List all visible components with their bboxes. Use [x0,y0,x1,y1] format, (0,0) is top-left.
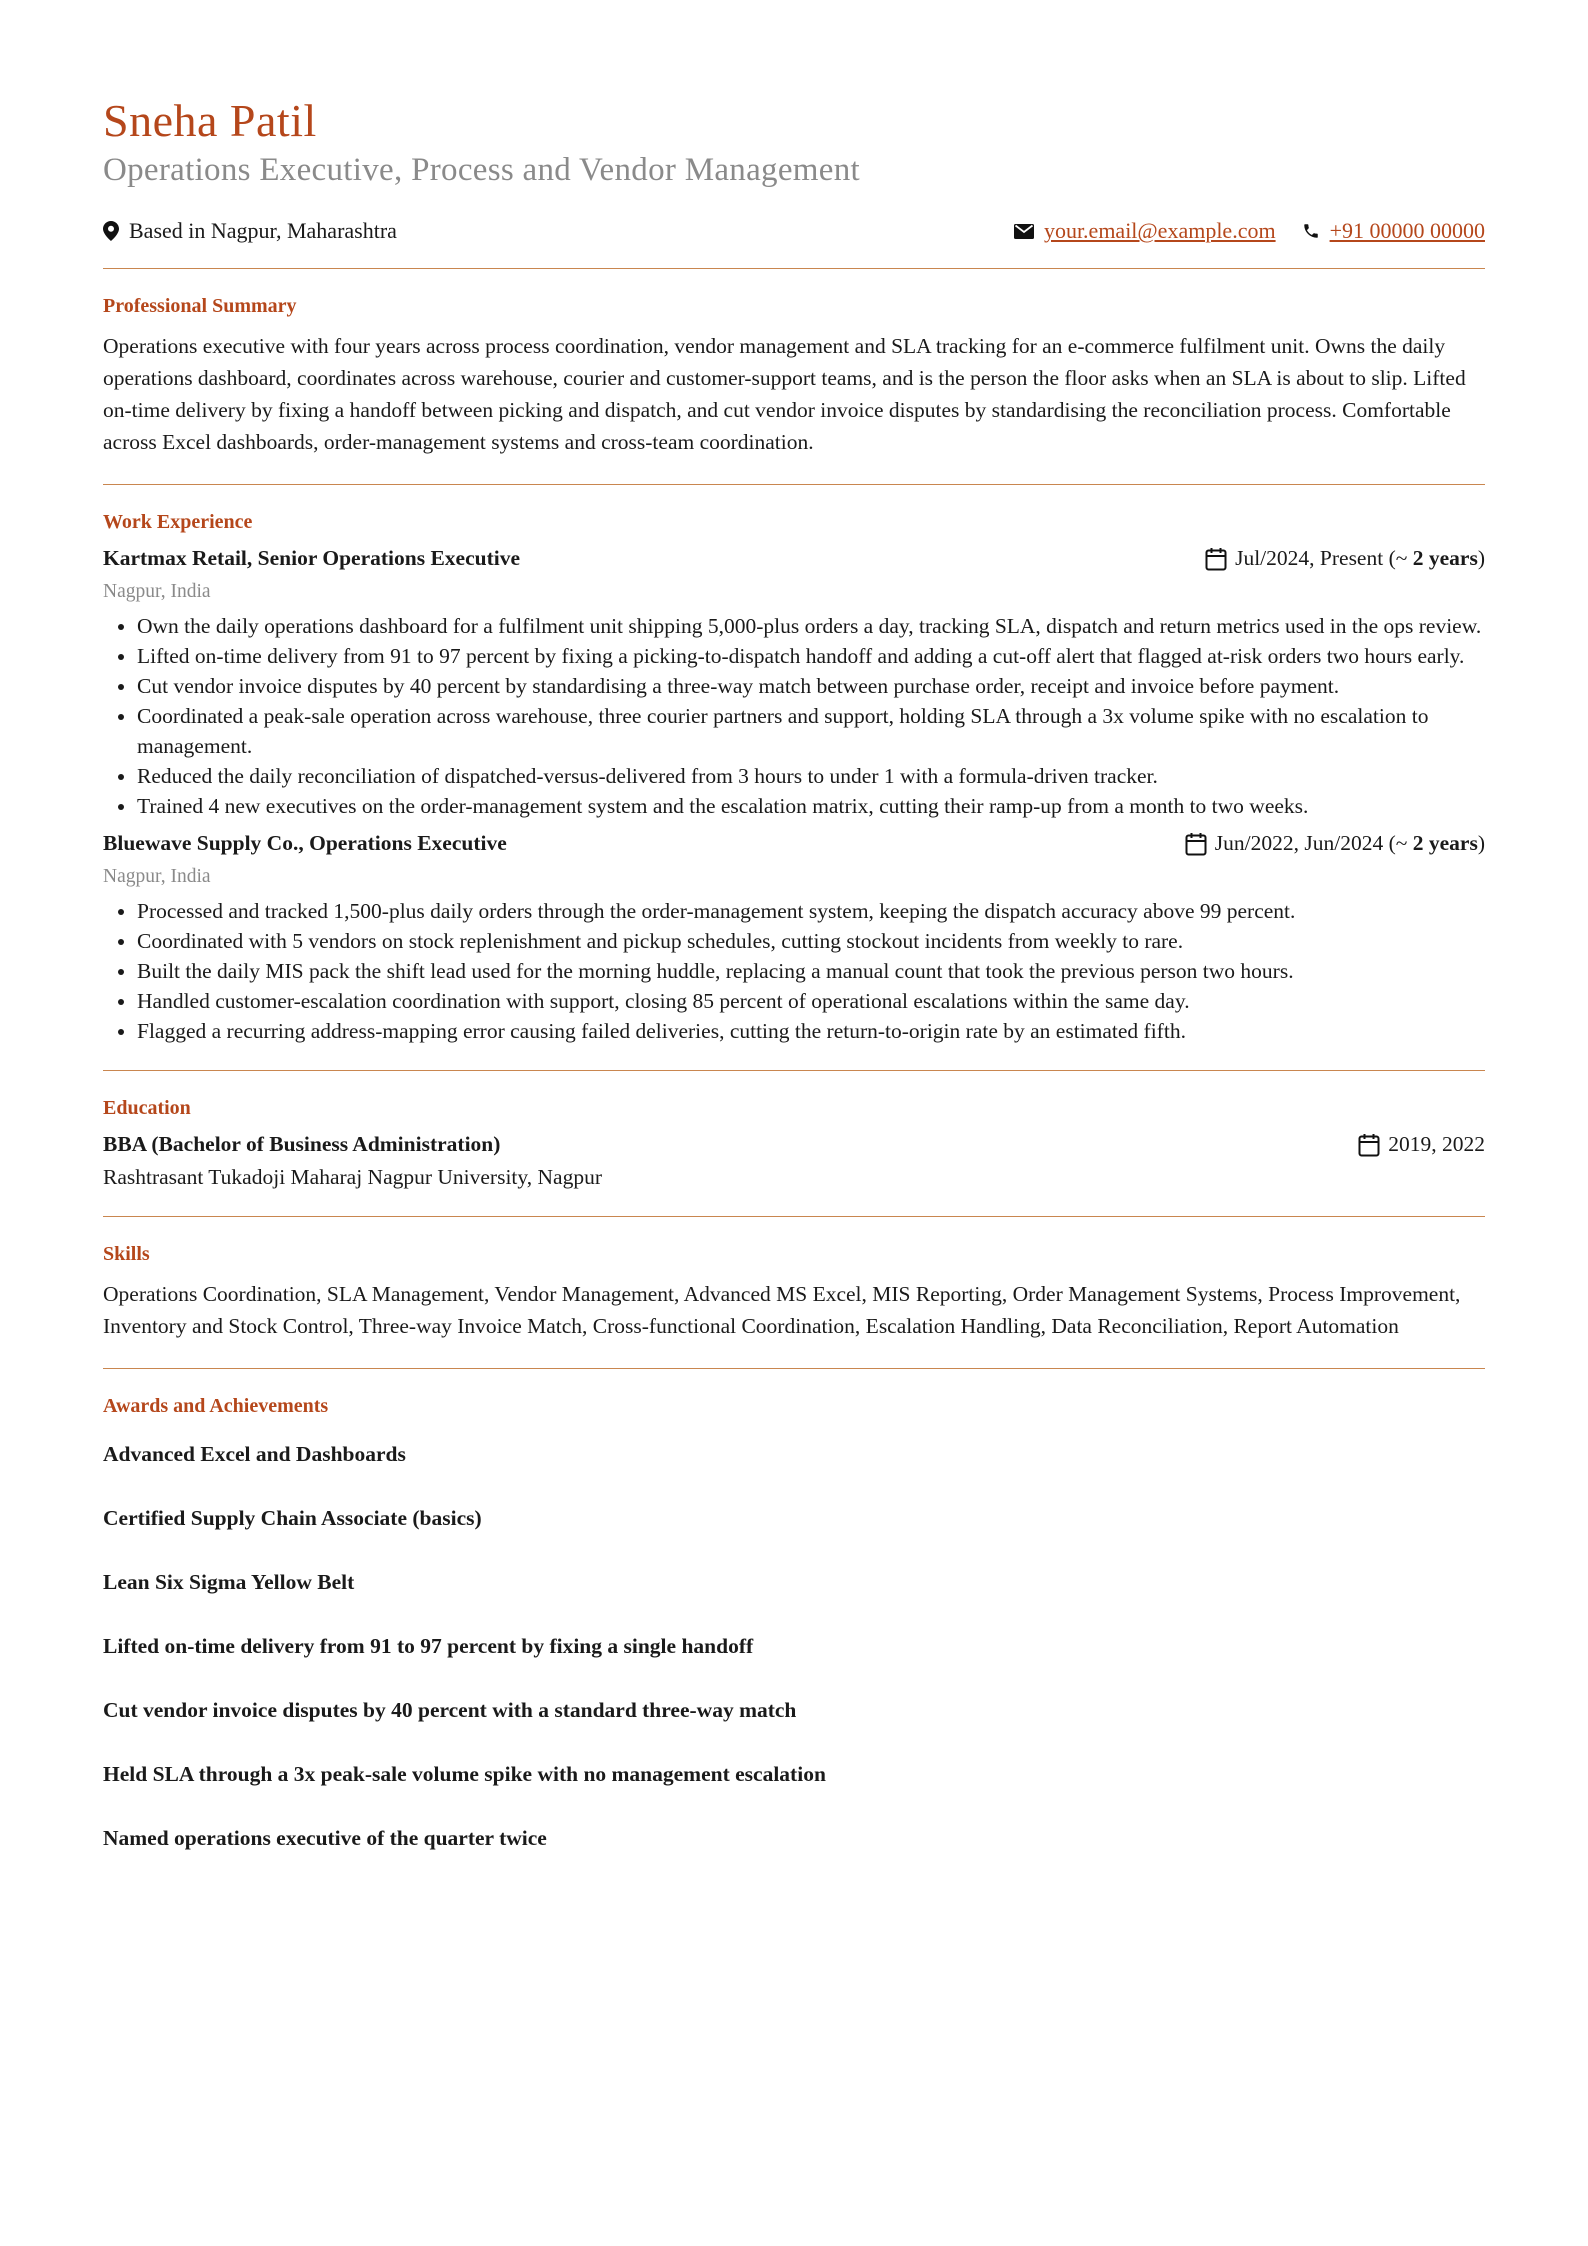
mail-icon [1014,224,1034,239]
calendar-icon [1205,547,1227,571]
awards-title: Awards and Achievements [103,1395,329,1418]
skills-text: Operations Coordination, SLA Management, Vendor Management, Advanced MS Excel, MIS Reporting, Order Management Systems, Process Improvement, Inventory and Stock Control, Three-way Invoice Match, Cross-functional Coordination, Escalation Handling, Data Reconciliation, Report Automation [103,1282,1461,1339]
award-item: Certified Supply Chain Associate (basics) [103,1506,482,1531]
summary-title: Professional Summary [103,295,297,318]
job-bullets [103,896,1485,1046]
company-name: Bluewave Supply Co. [103,831,299,856]
job-dates [1205,546,1485,571]
divider [103,268,1485,269]
date-range: Jul/2024, Present (~ [1235,546,1413,571]
email-link[interactable]: your.email@example.com [1043,218,1276,244]
job-role: Senior Operations Executive [257,546,521,571]
list-item: • Processed and tracked 1,500-plus daily orders through the order-management system, keeping the dispatch accuracy above 99 percent. [137,896,1485,926]
phone-link[interactable]: +91 00000 00000 [1329,218,1485,244]
job-location: Nagpur, India [103,866,211,888]
list-item: • Reduced the daily reconciliation of dispatched-versus-delivered from 3 hours to under 1 with a formula-driven tracker. [137,761,1485,791]
list-item: • Flagged a recurring address-mapping error causing failed deliveries, cutting the return-to-origin rate by an estimated fifth. [137,1016,1485,1046]
list-item: • Built the daily MIS pack the shift lead used for the morning huddle, replacing a manual count that took the previous person two hours. [137,956,1485,986]
job-header [103,546,1485,571]
map-pin-icon [103,221,119,241]
divider [103,484,1485,485]
date-close: ) [1477,831,1485,856]
award-item: Lifted on-time delivery from 91 to 97 percent by fixing a single handoff [103,1634,754,1659]
job-entry [103,546,1485,821]
candidate-headline: Operations Executive, Process and Vendor Management [103,151,860,188]
contact-links [1014,218,1485,244]
divider [103,1070,1485,1071]
education-dates [1358,1132,1485,1157]
list-item: • Trained 4 new executives on the order-management system and the escalation matrix, cutting their ramp-up from a month to two weeks. [137,791,1485,821]
summary-text: Operations executive with four years across process coordination, vendor management and SLA tracking for an e-commerce fulfilment unit. Owns the daily operations dashboard, coordinates across warehouse, courier and customer-support teams, and is the person the floor asks when an SLA is about to slip. Lifted on-time delivery by fixing a handoff between picking and dispatch, and cut vendor invoice disputes by standardising the reconciliation process. Comfortable across Excel dashboards, order-management systems and cross-team coordination. [103,334,1466,455]
job-title: Kartmax Retail, Senior Operations Executive [103,546,521,571]
list-item: • Cut vendor invoice disputes by 40 percent by standardising a three-way match between purchase order, receipt and invoice before payment. [137,671,1485,701]
job-location: Nagpur, India [103,581,211,603]
list-item: • Lifted on-time delivery from 91 to 97 percent by fixing a picking-to-dispatch handoff and adding a cut-off alert that flagged at-risk orders two hours early. [137,641,1485,671]
job-header [103,831,1485,856]
calendar-icon [1185,832,1207,856]
date-range: Jun/2022, Jun/2024 (~ [1214,831,1413,856]
duration: 2 years [1412,831,1478,856]
email-item [1014,218,1276,244]
skills-title: Skills [103,1243,150,1266]
divider [103,1368,1485,1369]
company-name: Kartmax Retail [103,546,247,571]
location-item [103,218,397,244]
list-item: • Coordinated a peak-sale operation across warehouse, three courier partners and support, holding SLA through a 3x volume spike with no escalation to management. [137,701,1485,761]
list-item: • Handled customer-escalation coordination with support, closing 85 percent of operational escalations within the same day. [137,986,1485,1016]
award-item: Lean Six Sigma Yellow Belt [103,1570,355,1595]
award-item: Held SLA through a 3x peak-sale volume spike with no management escalation [103,1762,826,1787]
award-item: Named operations executive of the quarter twice [103,1826,547,1851]
list-item: • Own the daily operations dashboard for a fulfilment unit shipping 5,000-plus orders a day, tracking SLA, dispatch and return metrics used in the ops review. [137,611,1485,641]
job-title: Bluewave Supply Co., Operations Executive [103,831,507,856]
degree: BBA (Bachelor of Business Administration) [103,1132,501,1157]
awards-list [103,1442,1485,1851]
divider [103,1216,1485,1217]
education-header [103,1132,1485,1157]
candidate-name: Sneha Patil [103,95,317,146]
education-date-range: 2019, 2022 [1388,1132,1485,1157]
phone-icon [1302,222,1320,240]
job-role: Operations Executive [309,831,507,856]
job-dates [1185,831,1485,856]
contact-bar [103,218,1485,244]
calendar-icon [1358,1133,1380,1157]
education-title: Education [103,1097,191,1120]
list-item: • Coordinated with 5 vendors on stock replenishment and pickup schedules, cutting stockout incidents from weekly to rare. [137,926,1485,956]
school-name: Rashtrasant Tukadoji Maharaj Nagpur University, Nagpur [103,1165,602,1190]
job-bullets [103,611,1485,821]
phone-item [1302,218,1485,244]
award-item: Cut vendor invoice disputes by 40 percent with a standard three-way match [103,1698,797,1723]
duration: 2 years [1412,546,1478,571]
location-text: Based in Nagpur, Maharashtra [129,218,397,244]
job-entry [103,831,1485,1046]
date-close: ) [1477,546,1485,571]
award-item: Advanced Excel and Dashboards [103,1442,406,1467]
experience-title: Work Experience [103,511,253,534]
